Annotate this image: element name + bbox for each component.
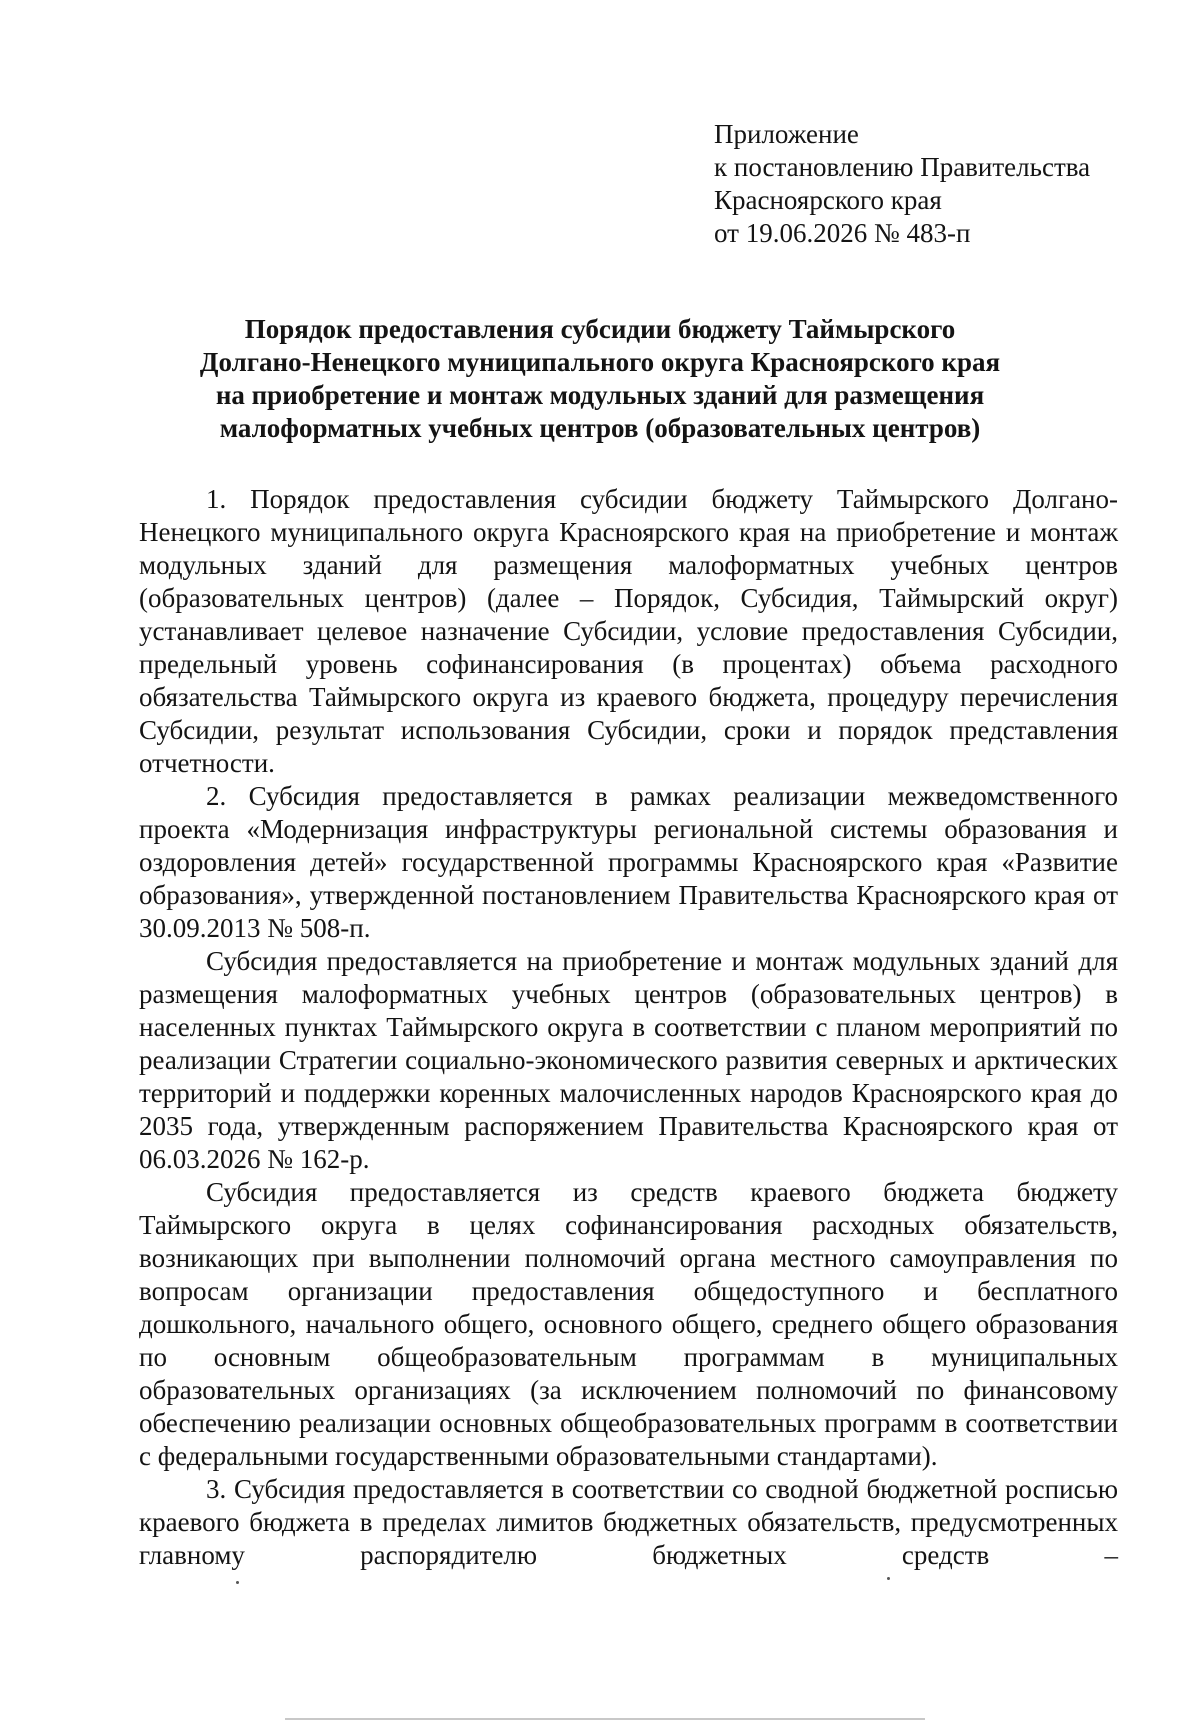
document-title — [130, 313, 1070, 445]
scan-artifact-dot — [887, 1577, 890, 1580]
paragraph-3: 3. Субсидия предоставляется в соответствии со сводной бюджетной росписью краевого бюджета в пределах лимитов бюджетных обязательств, предусмотренных главному распорядителю бюджетных средств – — [139, 1474, 1118, 1570]
paragraph-2-subsidy-purpose: Субсидия предоставляется из средств краевого бюджета бюджету Таймырского округа в целях софинансирования расходных обязательств, возникающих при выполнении полномочий органа местного самоуправления по вопросам организации предоставления общедоступного и бесплатного дошкольного, начального общего, основного общего, среднего общего образования по основным общеобразовательным программам в муниципальных образовательных организациях (за исключением полномочий по финансовому обеспечению реализации основных общеобразовательных программ в соответствии с федеральными государственными образовательными стандартами). — [139, 1177, 1118, 1471]
paragraph-1: 1. Порядок предоставления субсидии бюджету Таймырского Долгано-Ненецкого муниципального округа Красноярского края на приобретение и монтаж модульных зданий для размещения малоформатных учебных центров (образовательных центров) (далее – Порядок, Субсидия, Таймырский округ) устанавливает целевое назначение Субсидии, условие предоставления Субсидии, предельный уровень софинансирования (в процентах) объема расходного обязательства Таймырского округа из краевого бюджета, процедуру перечисления Субсидии, результат использования Субсидии, сроки и порядок представления отчетности. — [139, 484, 1118, 778]
title-line: малоформатных учебных центров (образовательных центров) — [219, 413, 981, 443]
appendix-date-number: от 19.06.2026 № 483-п — [714, 218, 971, 248]
title-line: на приобретение и монтаж модульных зданий для размещения — [215, 380, 985, 410]
scan-artifact-dot — [236, 1581, 239, 1584]
scan-artifact-line — [285, 1718, 925, 1720]
paragraph-2: 2. Субсидия предоставляется в рамках реализации межведомственного проекта «Модернизация инфраструктуры региональной системы образования и оздоровления детей» государственной программы Красноярского края «Развитие образования», утвержденной постановлением Правительства Красноярского края от 30.09.2013 № 508-п. — [139, 781, 1118, 943]
appendix-header — [714, 118, 1090, 250]
appendix-line: к постановлению Правительства — [714, 152, 1091, 182]
title-line: Долгано-Ненецкого муниципального округа Красноярского края — [199, 347, 1001, 377]
document-body — [139, 483, 1118, 1572]
paragraph-2-continued: Субсидия предоставляется на приобретение и монтаж модульных зданий для размещения малоформатных учебных центров (образовательных центров) в населенных пунктах Таймырского округа в соответствии с планом мероприятий по реализации Стратегии социально-экономического развития северных и арктических территорий и поддержки коренных малочисленных народов Красноярского края до 2035 года, утвержденным распоряжением Правительства Красноярского края от 06.03.2026 № 162-р. — [139, 946, 1118, 1174]
appendix-line: Приложение — [714, 119, 859, 149]
appendix-line: Красноярского края — [714, 185, 942, 215]
title-line: Порядок предоставления субсидии бюджету Таймырского — [244, 314, 956, 344]
